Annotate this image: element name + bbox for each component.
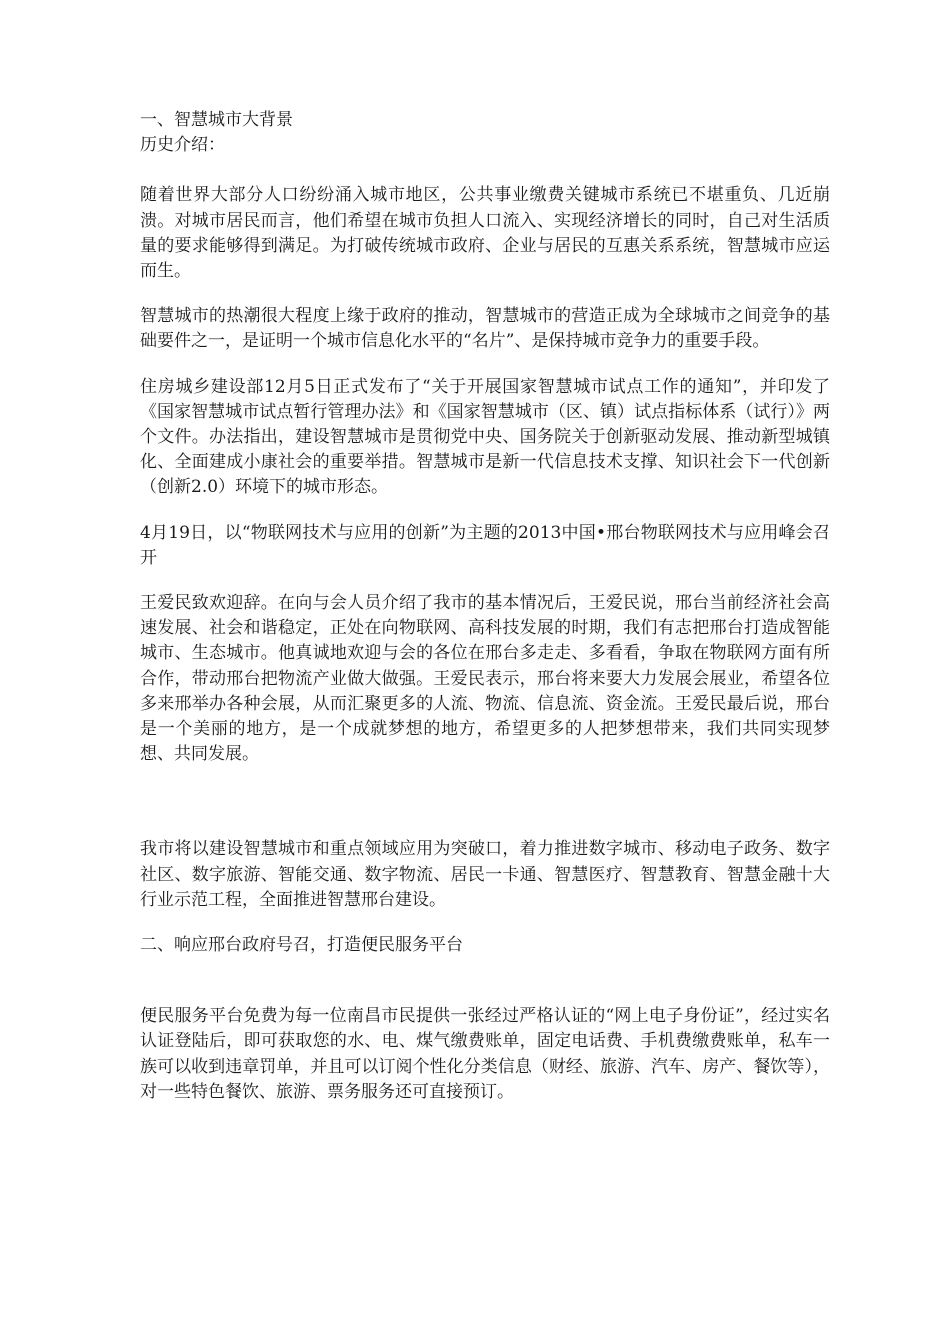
paragraph-welcome-speech: 王爱民致欢迎辞。在向与会人员介绍了我市的基本情况后，王爱民说，邢台当前经济社会高速发展、社会和谐稳定，正处在向物联网、高科技发展的时期，我们有志把邢台打造成智能城市、生态城市。他真诚地欢迎与会的各位在邢台多走走、多看看，争取在物联网方面有所合作，带动邢台把物流产业做大做强。王爱民表示，邢台将来要大力发展会展业，希望各位多来邢举办各种会展，从而汇聚更多的人流、物流、信息流、资金流。王爱民最后说，邢台是一个美丽的地方，是一个成就梦想的地方，希望更多的人把梦想带来，我们共同实现梦想、共同发展。 — [140, 593, 830, 765]
paragraph-government-push: 智慧城市的热潮很大程度上缘于政府的推动，智慧城市的营造正成为全球城市之间竞争的基础要件之一，是证明一个城市信息化水平的“名片”、是保持城市竞争力的重要手段。 — [140, 306, 830, 352]
paragraph-ministry-notice: 住房城乡建设部12月5日正式发布了“关于开展国家智慧城市试点工作的通知”，并印发了《国家智慧城市试点暂行管理办法》和《国家智慧城市（区、镇）试点指标体系（试行）》两个文件。办法指出，建设智慧城市是贯彻党中央、国务院关于创新驱动发展、推动新型城镇化、全面建成小康社会的重要举措。智慧城市是新一代信息技术支撑、知识社会下一代创新（创新2.0）环境下的城市形态。 — [140, 376, 830, 498]
document-page — [140, 108, 830, 1125]
paragraph-service-platform: 便民服务平台免费为每一位南昌市民提供一张经过严格认证的“网上电子身份证”，经过实名认证登陆后，即可获取您的水、电、煤气缴费账单，固定电话费、手机费缴费账单，私车一族可以收到违章罚单，并且可以订阅个性化分类信息（财经、旅游、汽车、房产、餐饮等），对一些特色餐饮、旅游、票务服务还可直接预订。 — [140, 1006, 830, 1102]
paragraph-city-plan: 我市将以建设智慧城市和重点领域应用为突破口，着力推进数字城市、移动电子政务、数字社区、数字旅游、智能交通、数字物流、居民一卡通、智慧医疗、智慧教育、智慧金融十大行业示范工程，全面推进智慧邢台建设。 — [140, 839, 830, 910]
history-label: 历史介绍： — [140, 135, 225, 156]
section-2-title: 二、响应邢台政府号召，打造便民服务平台 — [140, 935, 463, 956]
section-1-title: 一、智慧城市大背景 — [140, 110, 293, 130]
paragraph-background: 随着世界大部分人口纷纷涌入城市地区，公共事业缴费关键城市系统已不堪重负、几近崩溃。对城市居民而言，他们希望在城市负担人口流入、实现经济增长的同时，自己对生活质量的要求能够得到满足。为打破传统城市政府、企业与居民的互惠关系系统，智慧城市应运而生。 — [140, 185, 830, 282]
paragraph-summit: 4月19日，以“物联网技术与应用的创新”为主题的2013中国•邢台物联网技术与应用峰会召开 — [140, 522, 830, 568]
